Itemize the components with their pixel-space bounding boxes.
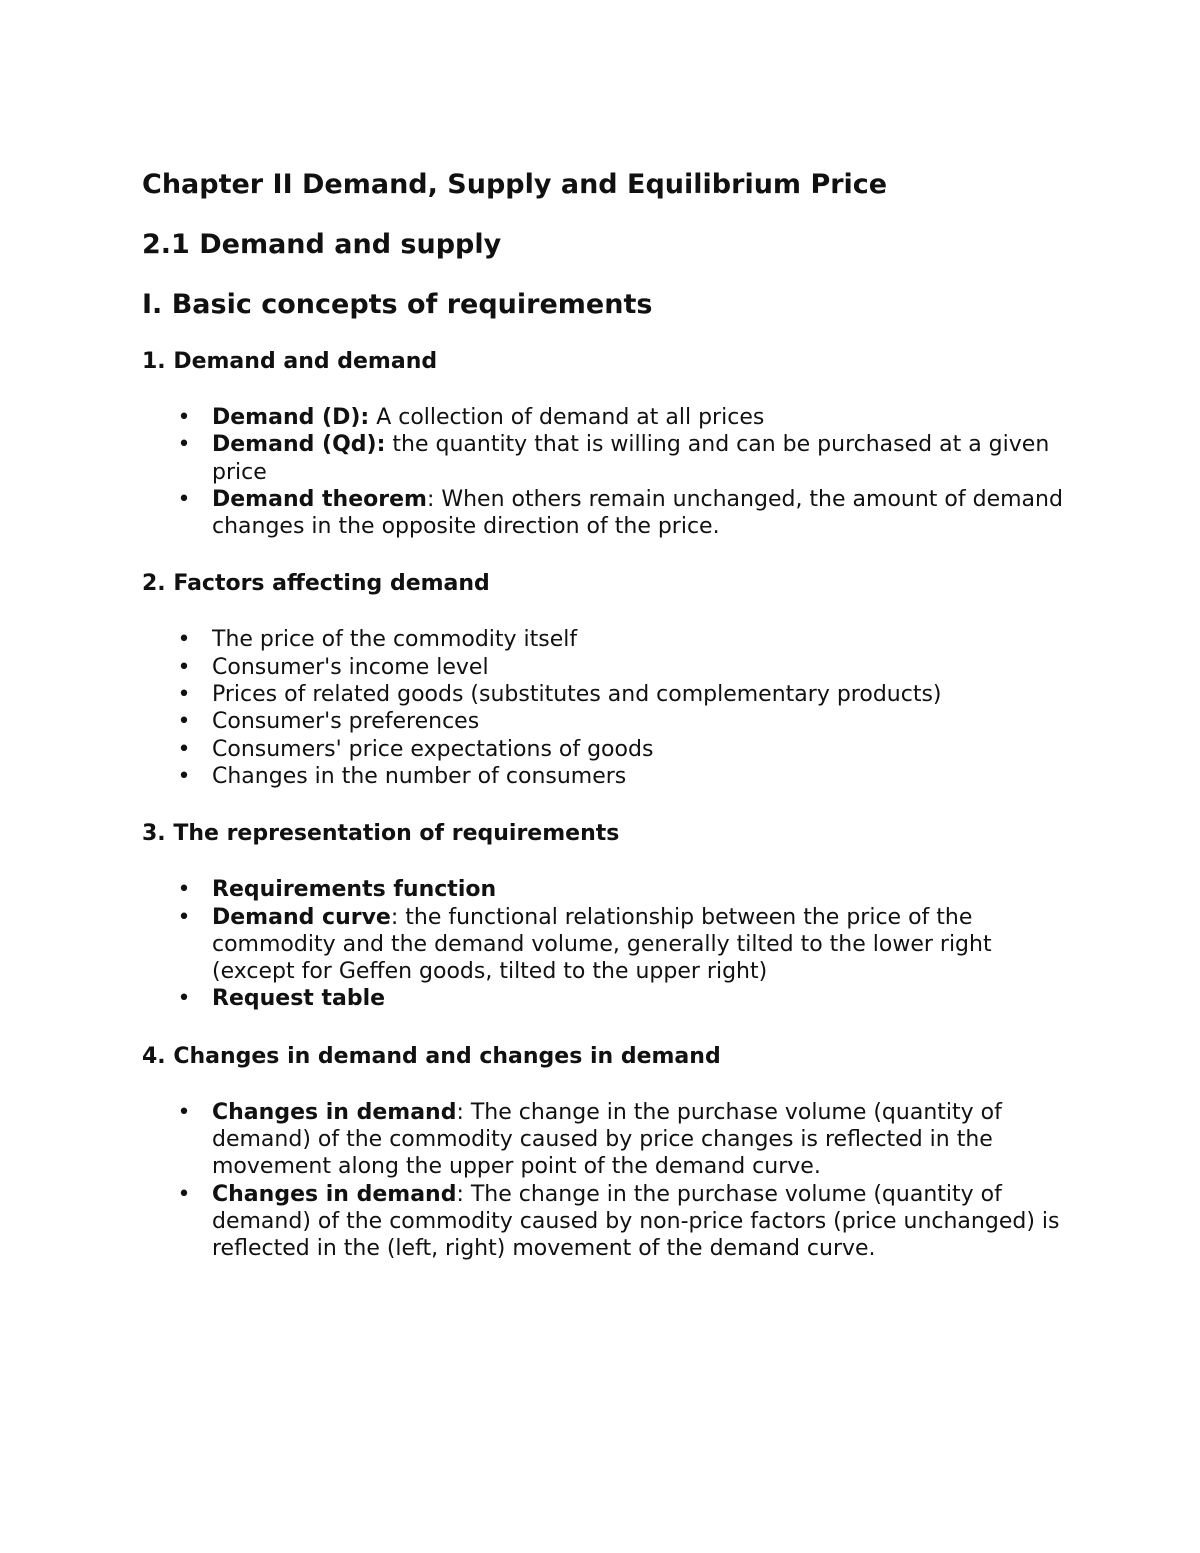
item-text: Consumers' price expectations of goods: [212, 736, 654, 762]
item-term: Demand theorem: [212, 486, 427, 512]
bullet-list: [142, 876, 1072, 1012]
bullet-icon: •: [177, 432, 191, 458]
item-text: : The change in the purchase volume (quantity of demand) of the commodity caused by non-price factors (price unchanged) is reflected in the (left, right) movement of the demand curve.: [212, 1181, 1060, 1262]
item-text: Prices of related goods (substitutes and complementary products): [212, 682, 942, 708]
item-term: Changes in demand: [212, 1181, 457, 1207]
document-page: [142, 166, 1072, 1263]
list-item: [142, 736, 1072, 763]
list-item: [142, 681, 1072, 708]
section-1: [142, 347, 1072, 540]
bullet-icon: •: [177, 1181, 191, 1207]
bullet-list: [142, 626, 1072, 790]
section-4: [142, 1042, 1072, 1263]
bullet-icon: •: [177, 654, 191, 680]
bullet-icon: •: [177, 627, 191, 653]
list-item: [142, 486, 1072, 541]
section-heading: 1. Demand and demand: [142, 349, 438, 374]
item-term: Changes in demand: [212, 1099, 457, 1125]
list-item: [142, 404, 1072, 431]
list-item: [142, 626, 1072, 653]
list-item: [142, 985, 1072, 1012]
bullet-icon: •: [177, 904, 191, 930]
list-item: [142, 1099, 1072, 1181]
item-text: : the functional relationship between the price of the commodity and the demand volume, generally tilted to the lower right (except for Geffen goods, tilted to the upper right): [212, 904, 992, 985]
section-3: [142, 819, 1072, 1012]
list-item: [142, 708, 1072, 735]
bullet-icon: •: [177, 709, 191, 735]
list-item: [142, 1181, 1072, 1263]
bullet-icon: •: [177, 877, 191, 903]
list-item: [142, 654, 1072, 681]
bullet-icon: •: [177, 763, 191, 789]
item-text: Consumer's preferences: [212, 709, 480, 735]
section-heading: 3. The representation of requirements: [142, 821, 620, 847]
bullet-icon: •: [177, 682, 191, 708]
item-term: Demand (D):: [212, 405, 370, 430]
list-item: [142, 763, 1072, 790]
item-term: Demand (Qd):: [212, 432, 386, 458]
item-text: A collection of demand at all prices: [369, 405, 765, 430]
item-text: : When others remain unchanged, the amount of demand changes in the opposite direction of the price.: [212, 486, 1063, 540]
item-text: Consumer's income level: [212, 654, 489, 680]
bullet-icon: •: [177, 736, 191, 762]
section-heading: 2. Factors affecting demand: [142, 571, 490, 597]
item-text: Changes in the number of consumers: [212, 763, 627, 789]
item-term: Demand curve: [212, 904, 391, 930]
bullet-icon: •: [177, 1099, 191, 1125]
item-term: Request table: [212, 986, 386, 1012]
item-text: The price of the commodity itself: [212, 627, 578, 653]
item-term: Requirements function: [212, 877, 497, 903]
bullet-icon: •: [177, 486, 191, 512]
bullet-icon: •: [177, 405, 191, 430]
bullet-list: [142, 404, 1072, 540]
bullet-icon: •: [177, 986, 191, 1012]
bullet-list: [142, 1099, 1072, 1263]
list-item: [142, 876, 1072, 903]
item-text: the quantity that is willing and can be purchased at a given price: [212, 432, 1050, 485]
item-text: : The change in the purchase volume (quantity of demand) of the commodity caused by price changes is reflected in the movement along the upper point of the demand curve.: [212, 1099, 1002, 1180]
part-title: I. Basic concepts of requirements: [142, 289, 653, 320]
list-item: [142, 431, 1072, 486]
section-title: 2.1 Demand and supply: [142, 229, 502, 260]
list-item: [142, 904, 1072, 986]
section-2: [142, 569, 1072, 790]
section-heading: 4. Changes in demand and changes in demand: [142, 1043, 721, 1069]
chapter-title: Chapter II Demand, Supply and Equilibrium Price: [142, 169, 888, 200]
